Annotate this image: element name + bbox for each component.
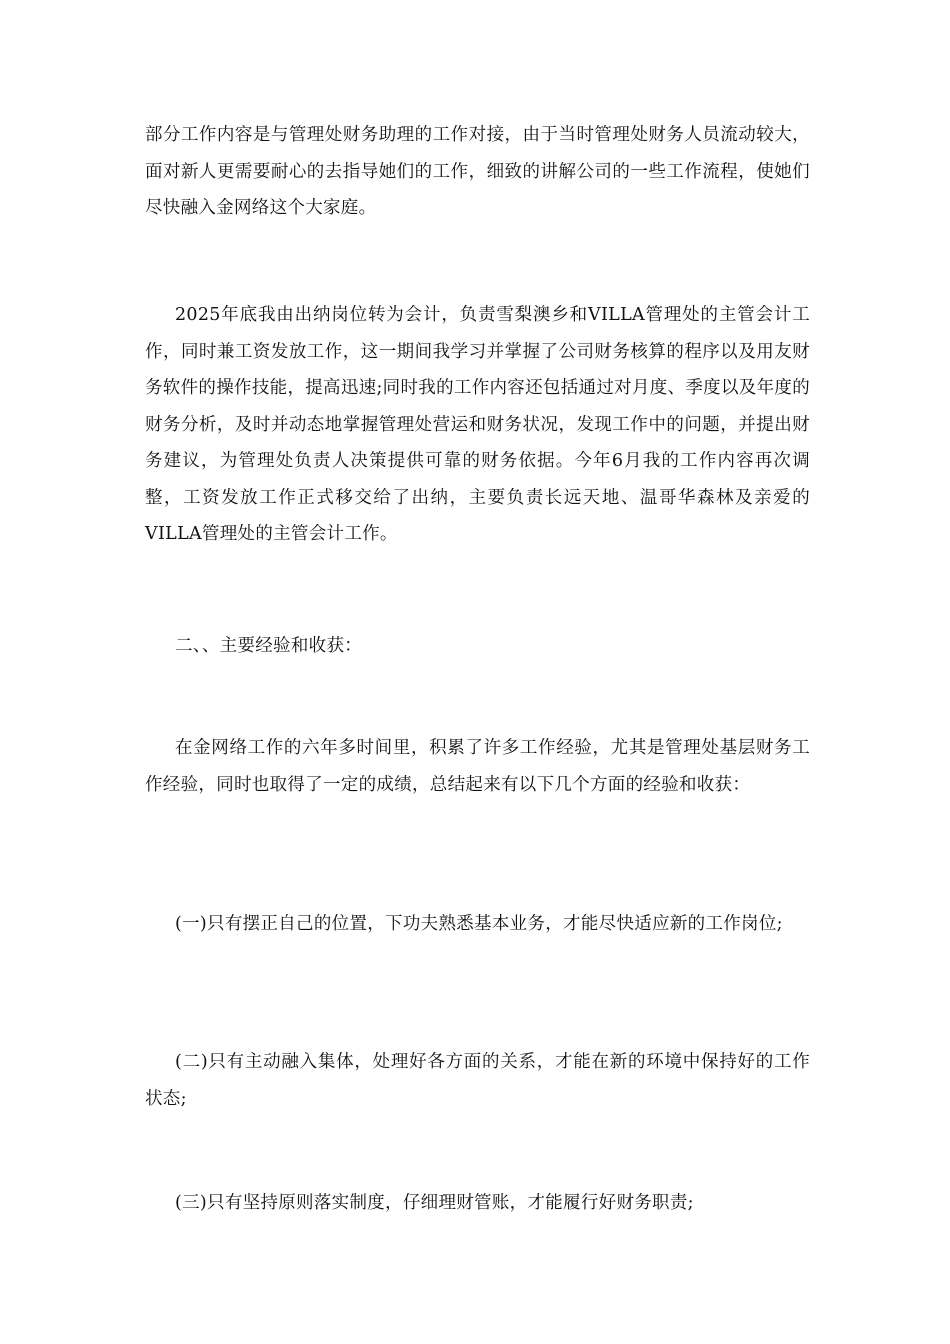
list-item-experience-3: (三)只有坚持原则落实制度，仔细理财管账，才能履行好财务职责; — [175, 1193, 694, 1213]
paragraph-experience-summary: 在金网络工作的六年多时间里，积累了许多工作经验，尤其是管理处基层财务工作经验，同时也取得了一定的成绩，总结起来有以下几个方面的经验和收获： — [145, 738, 810, 795]
list-item-experience-1: (一)只有摆正自己的位置，下功夫熟悉基本业务，才能尽快适应新的工作岗位; — [175, 914, 783, 934]
list-item-experience-2: (二)只有主动融入集体，处理好各方面的关系，才能在新的环境中保持好的工作状态; — [145, 1052, 810, 1109]
paragraph-accounting-role: 2025年底我由出纳岗位转为会计，负责雪梨澳乡和VILLA管理处的主管会计工作，同时兼工资发放工作，这一期间我学习并掌握了公司财务核算的程序以及用友财务软件的操作技能，提高迅速;同时我的工作内容还包括通过对月度、季度以及年度的财务分析，及时并动态地掌握管理处营运和财务状况，发现工作中的问题，并提出财务建议，为管理处负责人决策提供可靠的财务依据。今年6月我的工作内容再次调整，工资发放工作正式移交给了出纳，主要负责长远天地、温哥华森林及亲爱的VILLA管理处的主管会计工作。 — [145, 305, 810, 544]
section-heading-experience: 二、、主要经验和收获： — [175, 636, 363, 656]
paragraph-work-handover: 部分工作内容是与管理处财务助理的工作对接，由于当时管理处财务人员流动较大，面对新人更需要耐心的去指导她们的工作，细致的讲解公司的一些工作流程，使她们尽快融入金网络这个大家庭。 — [145, 125, 810, 218]
